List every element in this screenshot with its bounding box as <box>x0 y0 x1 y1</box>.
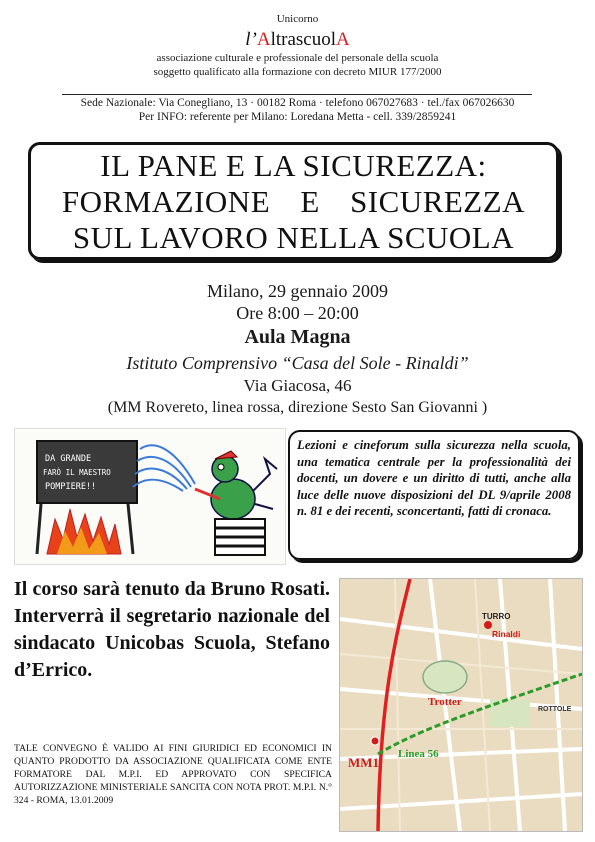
course-info: Il corso sarà tenuto da Bruno Rosati. Interverrà il segretario nazionale del sindacato Unicobas Scuola, Stefano d’Errico. <box>14 578 330 681</box>
event-hours: Ore 8:00 – 20:00 <box>236 303 359 323</box>
map-label-turro: TURRO <box>482 612 511 621</box>
event-address: Via Giacosa, 46 <box>243 376 352 395</box>
org-name: Unicorno <box>276 13 319 25</box>
brand-a2: A <box>336 29 350 50</box>
school-marker <box>484 621 492 629</box>
brand-logo <box>0 29 595 51</box>
location-map <box>339 578 583 832</box>
map-illustration <box>340 579 582 831</box>
board-text-2: FARÒ IL MAESTRO <box>43 468 111 477</box>
event-metro: (MM Rovereto, linea rossa, direzione Sesto San Giovanni ) <box>107 399 488 416</box>
board-text-1: DA GRANDE <box>45 454 92 464</box>
header-divider <box>62 94 532 95</box>
event-institute: Istituto Comprensivo “Casa del Sole - Rinaldi” <box>126 353 469 373</box>
callout-box: Lezioni e cineforum sulla sicurezza nella scuola, una tematica centrale per la professionalità dei docenti, un dovere e un diritto di tutti, anche alla luce delle nuove disposizioni del DL 9/aprile 2008 n. 81 e dei recenti, sconcertanti, fatti di cronaca. <box>288 430 580 560</box>
title-line-2: FORMAZIONE E SICUREZZA <box>61 184 526 219</box>
legal-note: TALE CONVEGNO È VALIDO AI FINI GIURIDICI ED ECONOMICI IN QUANTO PRODOTTO DA ASSOCIAZIONE QUALIFICATA COME ENTE FORMATORE DAL M.P.I. ED APPROVATO CON SPECIFICA AUTORIZZAZIONE MINISTERIALE SANCITA CON NOTA PROT. M.P.I. N.° 324 - ROMA, 13.01.2009 <box>14 743 332 806</box>
info-line: Per INFO: referente per Milano: Loredana Metta - cell. 339/2859241 <box>138 111 457 123</box>
metro-stop-marker <box>371 737 379 745</box>
map-label-trotter: Trotter <box>428 696 462 708</box>
drawing-illustration <box>15 429 285 564</box>
map-label-mm1: MM1 <box>348 755 380 770</box>
event-date: Milano, 29 gennaio 2009 <box>207 281 388 301</box>
title-line-1: IL PANE E LA SICUREZZA: <box>100 148 487 183</box>
map-label-rinaldi: Rinaldi <box>492 629 521 639</box>
brand-prefix: l’ <box>245 29 257 50</box>
child-drawing <box>14 428 286 565</box>
assoc-line-1: associazione culturale e professionale del personale della scuola <box>156 52 439 64</box>
brand-mid: ltrascuol <box>270 29 337 50</box>
title-line-3: SUL LAVORO NELLA SCUOLA <box>72 220 515 255</box>
sede-line: Sede Nazionale: Via Conegliano, 13 · 00182 Roma · telefono 067027683 · tel./fax 067026630 <box>80 97 515 109</box>
event-venue: Aula Magna <box>244 326 351 348</box>
title-box <box>28 142 559 260</box>
board-text-3: POMPIERE!! <box>45 482 97 492</box>
map-label-rottole: ROTTOLE <box>538 706 572 713</box>
map-label-linea: Linea 56 <box>398 748 439 760</box>
assoc-line-2: soggetto qualificato alla formazione con decreto MIUR 177/2000 <box>153 66 442 78</box>
brand-a1: A <box>256 29 271 50</box>
